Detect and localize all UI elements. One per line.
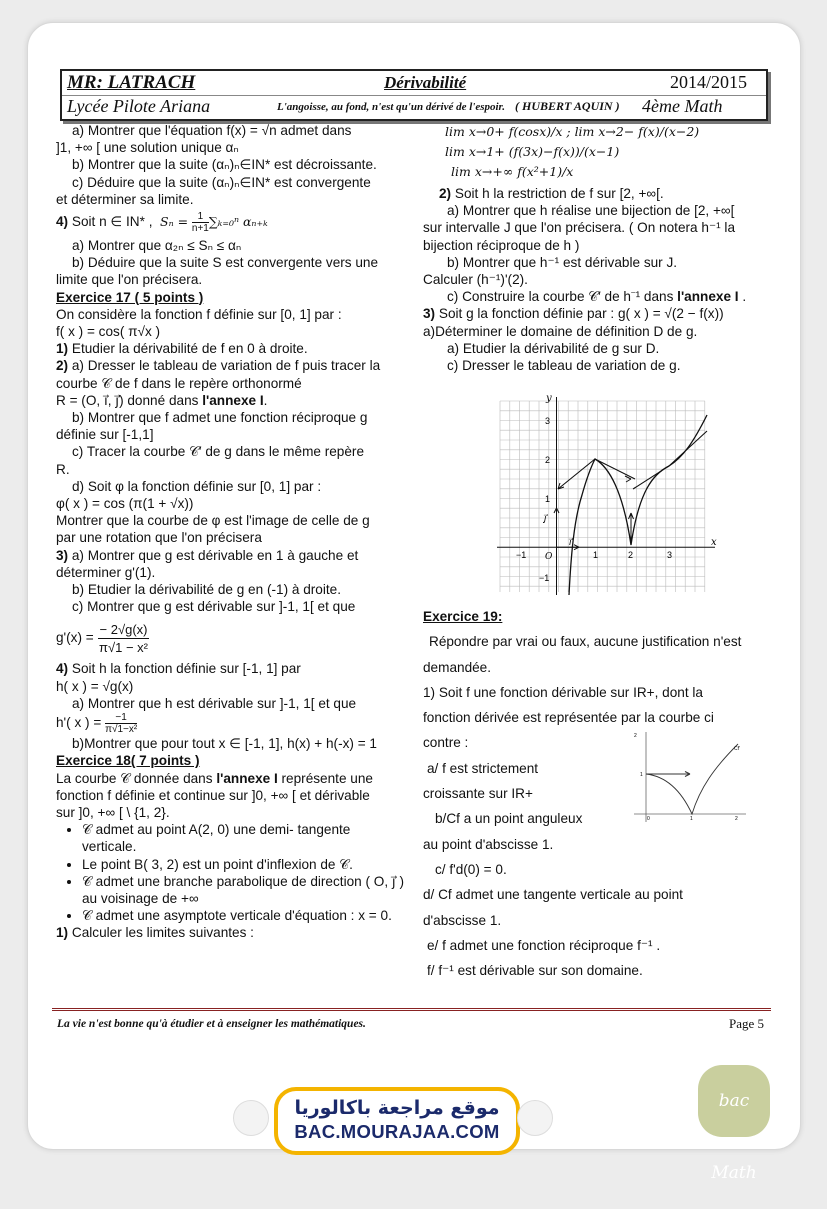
text-line: f( x ) = cos( π√x ) <box>56 324 161 340</box>
tick-label: 2 <box>735 816 738 822</box>
math-span: ∑ₖ₌₀ⁿ αₙ₊ₖ <box>208 214 268 230</box>
curve-cf <box>646 744 738 814</box>
site-url[interactable]: BAC.MOURAJAA.COM <box>294 1121 500 1142</box>
text-line: ]1, +∞ [ une solution unique αₙ <box>56 140 239 156</box>
text-span: représente une <box>281 770 373 786</box>
teacher-name: MR: LATRACH <box>67 72 196 93</box>
text-line: c) Dresser le tableau de variation de g. <box>447 358 681 374</box>
text-line: bijection réciproque de h ) <box>423 237 580 253</box>
curve-c <box>569 415 707 595</box>
text-line: a)Déterminer le domaine de définition D de g. <box>423 323 698 339</box>
question-number: 2) <box>439 186 452 201</box>
text-line: b) Montrer que h⁻¹ est dérivable sur J. <box>447 254 678 270</box>
tick-label: 2 <box>628 550 634 560</box>
topic-title: Dérivabilité <box>384 73 467 92</box>
text-span: h'( x ) = <box>56 715 102 731</box>
text-line: b) Etudier la dérivabilité de g en (-1) à droite. <box>72 582 341 598</box>
limits-row-1: lim x→0+ f(cosx)/x ; lim x→2− f(x)/(x−2) <box>445 124 700 139</box>
text-line: b/Cf a un point anguleux <box>435 811 583 827</box>
text-line: Calculer (h⁻¹)'(2). <box>423 272 528 288</box>
text-line: b) Montrer que la suite (αₙ)ₙ∈IN* est décroissante. <box>72 157 377 173</box>
tick-label: 1 <box>593 550 599 560</box>
question-number: 1) <box>56 925 69 941</box>
tick-label: 1 <box>545 494 551 504</box>
text-line: a) Montrer que h est dérivable sur ]-1, 1[ et que <box>72 695 357 711</box>
exercise-17-title: Exercice 17 ( 5 points ) <box>56 289 204 305</box>
grid <box>500 401 705 592</box>
fraction-num: 1 <box>192 211 209 223</box>
text-line: R. <box>56 461 70 477</box>
fraction <box>192 211 209 234</box>
limits-row-3 <box>423 162 773 182</box>
text-span: a) Montrer que g est dérivable en 1 à gauche et <box>71 547 359 563</box>
annex-graph <box>497 395 721 597</box>
text-line <box>56 340 408 357</box>
fraction <box>105 712 137 735</box>
text-line <box>56 924 408 941</box>
text-line: limite que l'on précisera. <box>56 272 203 288</box>
text-line: a) Montrer que h réalise une bijection de [2, +∞[ <box>447 203 735 219</box>
fraction-den: n+1 <box>191 223 209 235</box>
text-line: Répondre par vrai ou faux, aucune justification n'est <box>429 634 742 650</box>
footer-rule <box>52 1008 771 1011</box>
tick-label: 1 <box>640 772 643 778</box>
derivative-graph <box>630 728 748 824</box>
site-banner[interactable] <box>274 1087 520 1155</box>
j-label: j⃗ <box>544 514 547 524</box>
text-line <box>56 621 408 656</box>
text-line: φ( x ) = cos (π(1 + √x)) <box>56 496 194 512</box>
text-span: a) Dresser le tableau de variation de f puis tracer la <box>71 358 381 374</box>
text-line <box>56 211 408 234</box>
text-line: définie sur [-1,1] <box>56 427 154 443</box>
fraction <box>98 621 150 656</box>
limit-expr: lim x→0+ f(cosx)/x <box>445 124 563 139</box>
fraction-num: −1 <box>105 712 137 724</box>
text-line: b)Montrer que pour tout x ∈ [-1, 1], h(x) + h(-x) = 1 <box>72 736 377 752</box>
text-line <box>56 660 408 677</box>
quote-author: ( HUBERT AQUIN ) <box>515 99 620 113</box>
text-span: Soit g la fonction définie par : g( x ) = √(2 − f(x)) <box>438 306 724 322</box>
text-line: R = (O, i⃗, j⃗) donné dans l'annexe I. <box>56 392 268 408</box>
text-line: d'abscisse 1. <box>423 912 502 928</box>
text-line: On considère la fonction f définie sur [0, 1] par : <box>56 306 342 322</box>
i-label: i⃗ <box>569 538 572 548</box>
annex-ref: l'annexe I <box>202 392 264 408</box>
text-line: déterminer g'(1). <box>56 564 156 580</box>
fraction-den: π√1 − x² <box>99 640 148 656</box>
text-span: R = (O, i⃗, j⃗) donné dans <box>56 392 199 408</box>
property-list <box>56 821 408 924</box>
text-line <box>56 547 408 564</box>
site-logo-right <box>517 1100 553 1136</box>
y-label: y <box>546 395 552 404</box>
question-number: 2) <box>56 358 69 374</box>
text-line: d) Soit φ la fonction définie sur [0, 1] par : <box>72 478 322 494</box>
text-line: c) Tracer la courbe 𝒞′ de g dans le même repère <box>72 444 365 460</box>
class-level: 4ème Math <box>642 96 723 116</box>
i-vector <box>557 545 580 550</box>
x-label: x <box>711 537 717 548</box>
tick-label: −1 <box>539 573 550 583</box>
text-line: et déterminer sa limite. <box>56 191 194 207</box>
text-span: Calculer les limites suivantes : <box>71 925 254 941</box>
text-line: sur intervalle J que l'on précisera. ( On notera h⁻¹ la <box>423 220 735 236</box>
text-line: demandée. <box>423 659 492 675</box>
text-line: e/ f admet une fonction réciproque f⁻¹ . <box>427 937 661 953</box>
text-line <box>56 357 408 374</box>
text-line: courbe 𝒞 de f dans le repère orthonormé <box>56 375 302 391</box>
text-line <box>56 712 408 735</box>
text-line: b) Montrer que f admet une fonction réciproque g <box>72 410 368 426</box>
exercise-18-title: Exercice 18( 7 points ) <box>56 753 200 769</box>
text-line: fonction dérivée est représentée par la courbe ci <box>423 710 714 726</box>
text-line: a) Montrer que α₂ₙ ≤ Sₙ ≤ αₙ <box>72 238 242 254</box>
exercise-19-title: Exercice 19: <box>423 609 503 624</box>
list-item: • 𝒞 admet une branche parabolique de direction ( O, j⃗ ) au voisinage de +∞ <box>82 873 408 907</box>
text-line: d/ Cf admet une tangente verticale au point <box>423 887 683 903</box>
header-box <box>60 69 768 121</box>
annex-ref: l'annexe I <box>677 289 739 305</box>
list-item: • 𝒞 admet au point A(2, 0) une demi- tangente verticale. <box>82 821 408 855</box>
text-span: Etudier la dérivabilité de f en 0 à droite. <box>71 341 308 357</box>
right-column <box>423 122 773 374</box>
text-span: La courbe 𝒞 donnée dans <box>56 770 213 786</box>
text-span: c) Construire la courbe 𝒞′ de h⁻¹ dans <box>447 289 674 305</box>
text-span: Soit h la restriction de f sur [2, +∞[. <box>454 186 664 201</box>
text-line: a/ f est strictement <box>427 760 539 776</box>
text-line: croissante sur IR+ <box>423 786 533 802</box>
vertical-tangent <box>629 513 634 545</box>
text-line: a) Montrer que l'équation f(x) = √n admet dans <box>72 123 352 138</box>
origin-label: O <box>545 552 553 562</box>
tick-label: 2 <box>545 455 551 465</box>
list-item: • Le point B( 3, 2) est un point d'inflexion de 𝒞. <box>82 856 408 873</box>
footer-motto: La vie n'est bonne qu'à étudier et à enseigner les mathématiques. <box>57 1018 366 1030</box>
tick-label: 1 <box>690 816 693 822</box>
text-line: c) Construire la courbe 𝒞′ de h⁻¹ dans l'annexe I . <box>447 289 747 305</box>
school-year: 2014/2015 <box>670 72 748 92</box>
tick-label: 0 <box>647 816 650 822</box>
list-item: • 𝒞 admet une asymptote verticale d'équation : x = 0. <box>82 907 408 924</box>
site-logo-left <box>233 1100 269 1136</box>
text-line: contre : <box>423 735 469 751</box>
header-quote: L'angoisse, au fond, n'est qu'un dérivé de l'espoir. <box>277 101 505 113</box>
text-line: 1) Soit f une fonction dérivable sur IR+, dont la <box>423 684 703 700</box>
limits-row-2 <box>423 142 773 162</box>
text-line: Montrer que la courbe de φ est l'image de celle de g <box>56 513 370 529</box>
text-line <box>423 185 773 202</box>
fraction-den: π√1−x² <box>105 724 138 736</box>
text-line: a) Etudier la dérivabilité de g sur D. <box>447 340 660 356</box>
math-span: Sₙ = <box>160 214 189 230</box>
limit-expr: lim x→+∞ f(x²+1)/x <box>451 164 574 179</box>
question-number: 4) <box>56 661 69 677</box>
left-column <box>56 122 408 942</box>
text-line: b) Déduire que la suite S est convergente vers une <box>72 255 379 271</box>
text-line: c) Déduire que la suite (αₙ)ₙ∈IN* est convergente <box>72 174 371 190</box>
limit-expr: lim x→2− f(x)/(x−2) <box>574 124 700 139</box>
text-line: h( x ) = √g(x) <box>56 678 134 694</box>
question-number: 3) <box>56 547 69 563</box>
text-line: c) Montrer que g est dérivable sur ]-1, 1[ et que <box>72 599 356 615</box>
annex-ref: l'annexe I <box>216 770 278 786</box>
text-line: au point d'abscisse 1. <box>423 836 554 852</box>
text-line <box>56 770 408 787</box>
tangent-lines <box>558 459 635 489</box>
school-name: Lycée Pilote Ariana <box>67 96 211 116</box>
question-number: 4) <box>56 214 69 230</box>
question-number: 3) <box>423 306 436 322</box>
tick-label: 2 <box>634 733 637 739</box>
text-line: fonction f définie et continue sur ]0, +∞ [ et dérivable <box>56 787 370 803</box>
limit-expr: lim x→1+ (f(3x)−f(x))/(x−1) <box>445 144 620 159</box>
page-number: Page 5 <box>729 1016 765 1031</box>
text-line: par une rotation que l'on précisera <box>56 530 262 546</box>
tick-label: 3 <box>667 550 673 560</box>
tick-label: 3 <box>545 416 551 426</box>
tick-label: −1 <box>516 550 527 560</box>
text-line: sur ]0, +∞ [ \ {1, 2}. <box>56 804 170 820</box>
text-line: f/ f⁻¹ est dérivable sur son domaine. <box>427 963 643 979</box>
question-number: 1) <box>56 341 69 357</box>
site-name-arabic: موقع مراجعة باكالوريا <box>294 1097 500 1119</box>
curve-label: Cf' <box>734 746 740 752</box>
fraction-num: − 2√g(x) <box>99 622 148 638</box>
text-line <box>423 305 773 322</box>
text-line: c/ f'd(0) = 0. <box>435 861 507 877</box>
bac-math-logo: bac Math <box>698 1065 770 1137</box>
text-span: Soit n ∈ IN* , <box>71 214 153 230</box>
text-span: g'(x) = <box>56 630 94 646</box>
text-span: Soit h la fonction définie sur [-1, 1] par <box>71 661 301 677</box>
